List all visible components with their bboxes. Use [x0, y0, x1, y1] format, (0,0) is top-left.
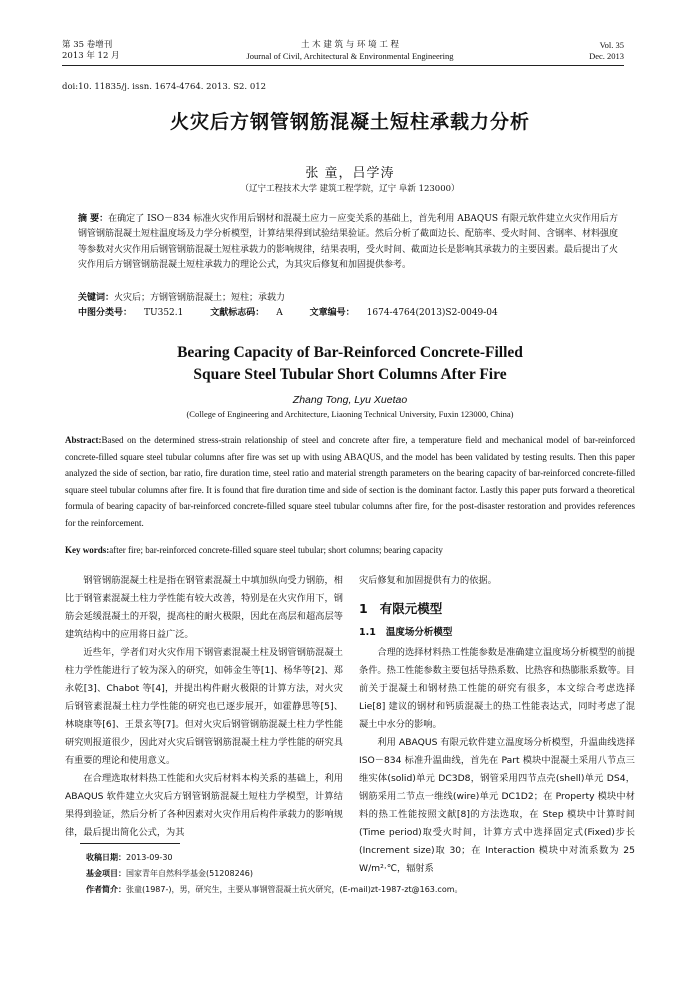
journal-title-en: Journal of Civil, Architectural & Environmental Engineering [246, 51, 454, 61]
abstract-en-text: Based on the determined stress-strain relationship of steel and concrete after fire, a temperature field and mechanical model of bar-reinforced concrete-filled square steel tubular columns after fire was set up with using ABAQUS, and the model has been validated by testing results. Then this paper analyzed the side of section, bar ratio, fire duration time, steel ratio and material strength parameters on the bearing capacity of bar-reinforced concrete-filled square steel tubular columns after fire. It is found that fire duration time and side of section is the dominant factor. Lastly this paper puts forward a theoretical formula of bearing capacity of bar-reinforced concrete-filled square steel tubular columns after fire, for the post-disaster restoration and provides references for the reinforcement. [65, 435, 635, 528]
abstract-cn-text: 在确定了 ISO－834 标准火灾作用后钢材和混凝土应力－应变关系的基础上，首先利用 ABAQUS 有限元软件建立火灾作用后方钢管钢筋混凝土短柱温度场及力学分析模型，计算结果得到试验结果验证。然后分析了截面边长、配筋率、受火时间、含钢率、材料强度等参数对火灾作用后钢管钢筋混凝土短柱承载力的影响规律，结果表明，受火时间、截面边长是影响其承载力的主要因素。最后提出了火灾作用后方钢管钢筋混凝土短柱承载力的理论公式，为其灾后修复和加固提供参考。 [78, 214, 619, 270]
intro-paragraph-3: 在合理选取材料热工性能和火灾后材料本构关系的基础上，利用 ABAQUS 软件建立火灾后方钢管钢筋混凝土短柱力学模型，计算结果得到验证，然后分析了各种因素对火灾作用后构件承载力的影响规律，最后提出简化公式，为其 [65, 773, 343, 838]
journal-volume-en [589, 40, 624, 62]
header-divider [62, 65, 624, 66]
body-column-left [65, 572, 343, 842]
subsection-heading-1-1 [359, 624, 635, 642]
volume-text: 第 35 卷增刊 [62, 40, 113, 50]
abstract-cn-label: 摘 要： [78, 214, 109, 224]
paper-title-cn: 火灾后方钢管钢筋混凝土短柱承载力分析 [169, 111, 530, 133]
affiliation-cn: （辽宁工程技术大学 建筑工程学院，辽宁 阜新 123000） [240, 184, 460, 194]
keywords-en [65, 545, 635, 555]
body-column-right [359, 572, 635, 878]
doc-code-label: 文献标志码： [210, 308, 265, 318]
footnotes [86, 850, 630, 898]
journal-title-cn: 土 木 建 筑 与 环 境 工 程 [300, 40, 400, 50]
abstract-en-label: Abstract: [65, 435, 102, 445]
title-en-line1: Bearing Capacity of Bar-Reinforced Concrete-Filled [177, 344, 523, 361]
article-number-value: 1674-4764(2013)S2-0049-04 [366, 308, 498, 318]
fund-info [86, 866, 630, 882]
affiliation-en: (College of Engineering and Architecture, Liaoning Technical University, Fuxin 123000, China) [186, 409, 514, 419]
journal-title [200, 40, 500, 62]
received-value: 2013-09-30 [126, 853, 173, 862]
classification-row [78, 306, 618, 321]
section-paragraph-1: 合理的选择材料热工性能参数是准确建立温度场分析模型的前提条件。热工性能参数主要包括导热系数、比热容和热膨胀系数等。目前关于混凝土和钢材热工性能的研究有很多，本文综合考虑选择 Lie[8] 建议的钢材和钙质混凝土的热工性能表达式，同时考虑了混凝土中水分的影响。 [359, 647, 635, 730]
doi: doi:10. 11835/j. issn. 1674-4764. 2013. S2. 012 [62, 82, 267, 92]
keywords-en-label: Key words: [65, 545, 110, 555]
authors-cn: 张 童，吕学涛 [305, 166, 395, 181]
fund-value: 国家青年自然科学基金(51208246) [126, 869, 253, 878]
date-text-cn: 2013 年 12 月 [62, 51, 120, 61]
keywords-cn [78, 291, 618, 306]
section-title: 有限元模型 [379, 601, 443, 616]
doc-code-value: A [276, 308, 283, 318]
keywords-cn-text: 火灾后；方钢管钢筋混凝土；短柱；承载力 [114, 293, 286, 303]
volume-en: Vol. 35 [599, 40, 624, 50]
author-bio-value: 张童(1987-)，男，研究生，主要从事钢管混凝土抗火研究，(E-mail)zt-1987-zt@163.com。 [126, 885, 463, 894]
intro-paragraph-1: 钢管钢筋混凝土柱是指在钢管素混凝土中填加纵向受力钢筋，相比于钢管素混凝土柱力学性能有较大改善，特别是在火灾作用下，钢筋会延缓混凝土的开裂，提高柱的耐火极限，因此在高层和超高层等建筑结构中的应用将日益广泛。 [65, 575, 343, 640]
subsection-title: 温度场分析模型 [385, 627, 453, 638]
article-number-label: 文章编号： [309, 308, 355, 318]
journal-volume-info [62, 40, 120, 62]
section-heading-1 [359, 600, 635, 618]
date-en: Dec. 2013 [589, 51, 624, 61]
abstract-en [65, 432, 635, 532]
intro-paragraph-continued: 灾后修复和加固提供有力的依据。 [359, 575, 497, 586]
keywords-cn-label: 关键词： [78, 293, 115, 303]
keywords-en-text: after fire; bar-reinforced concrete-filled square steel tubular; short columns; bearing capacity [109, 545, 443, 555]
title-en-line2: Square Steel Tubular Short Columns After Fire [193, 366, 507, 383]
clc-value: TU352.1 [144, 308, 184, 318]
fund-label: 基金项目： [86, 869, 126, 878]
footnote-divider [80, 843, 180, 844]
intro-paragraph-2: 近些年，学者们对火灾作用下钢管素混凝土柱及钢管钢筋混凝土柱力学性能进行了较为深入的研究，如韩金生等[1]、杨华等[2]、郑永乾[3]、Chabot 等[4]，并提出构件耐火极限的计算方法，对火灾后钢管素混凝土柱力学性能的研究也已逐步展开，如霍静思等[5]、林晓康等[6]、王景玄等[7]。但对火灾后钢管钢筋混凝土柱力学性能研究则报道很少，因此对火灾后钢管钢筋混凝土柱力学性能的研究具有重要的理论和使用意义。 [65, 647, 343, 766]
author-bio [86, 882, 630, 898]
author-bio-label: 作者简介： [86, 885, 126, 894]
section-number: 1 [359, 601, 368, 616]
meta-cn [78, 291, 618, 321]
subsection-number: 1.1 [359, 627, 376, 638]
abstract-cn [78, 212, 618, 273]
section-paragraph-2: 利用 ABAQUS 有限元软件建立温度场分析模型，升温曲线选择 ISO－834 标准升温曲线，首先在 Part 模块中混凝土采用八节点三维实体(solid)单元 DC3D8，钢管采用四节点壳(shell)单元 DS4，钢筋采用二节点一维线(wire)单元 DC1D2；在 Property 模块中材料的热工性能按照文献[8]的方法选取，在 Step 模块中计算时间(Time period)取受火时间，计算方式中选择固定式(Fixed)步长(Increment size)取 30；在 Interaction 模块中对流系数为 25 W/m²·℃，辐射系 [359, 737, 635, 874]
paper-title-en [60, 342, 640, 386]
authors-en: Zhang Tong, Lyu Xuetao [292, 394, 408, 406]
received-label: 收稿日期： [86, 853, 126, 862]
received-date [86, 850, 630, 866]
clc-label: 中图分类号： [78, 308, 133, 318]
